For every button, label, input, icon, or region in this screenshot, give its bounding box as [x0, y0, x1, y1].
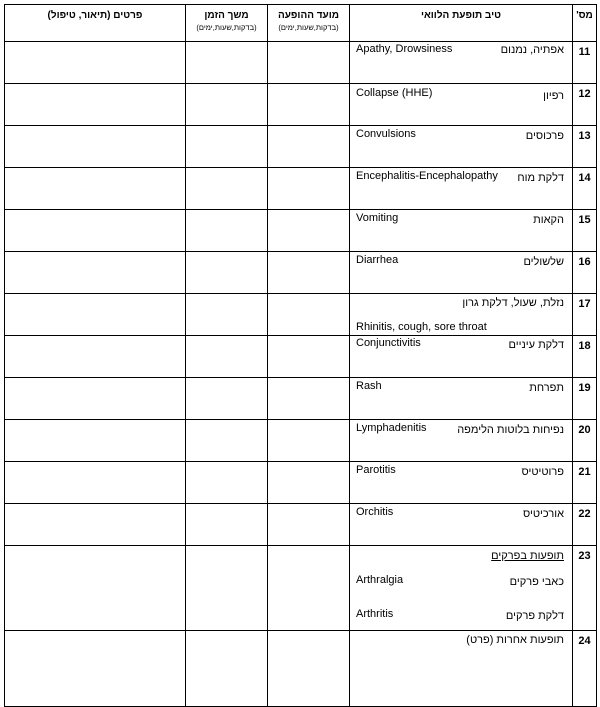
event-hebrew: כאבי פרקים: [509, 576, 564, 588]
event-english: Parotitis: [356, 464, 396, 476]
onset-cell[interactable]: [268, 42, 350, 84]
event-type-cell: [350, 294, 573, 336]
event-english: Arthritis: [356, 608, 394, 620]
table-row: [5, 252, 597, 294]
row-number: 16: [573, 252, 597, 294]
event-english: Convulsions: [356, 128, 416, 140]
row-number: 20: [573, 420, 597, 462]
duration-cell[interactable]: [186, 546, 268, 631]
header-duration-subtitle: (בדקות,שעות,ימים): [196, 23, 257, 32]
details-cell[interactable]: [5, 462, 186, 504]
row-number: 18: [573, 336, 597, 378]
table-row: [5, 631, 597, 707]
details-cell[interactable]: [5, 294, 186, 336]
table-row: [5, 336, 597, 378]
duration-cell[interactable]: [186, 210, 268, 252]
event-hebrew: נזלת, שעול, דלקת גרון: [462, 297, 564, 309]
details-cell[interactable]: [5, 168, 186, 210]
event-type-cell: [350, 126, 573, 168]
onset-cell[interactable]: [268, 420, 350, 462]
row-number: 23: [573, 546, 597, 631]
details-cell[interactable]: [5, 504, 186, 546]
header-duration-title: משך הזמן: [204, 10, 249, 21]
event-type-cell: [350, 42, 573, 84]
adverse-events-table: [4, 4, 597, 707]
duration-cell[interactable]: [186, 631, 268, 707]
table-row: [5, 378, 597, 420]
event-hebrew: דלקת פרקים: [505, 610, 564, 622]
duration-cell[interactable]: [186, 84, 268, 126]
event-hebrew: אפתיה, נמנום: [500, 44, 564, 56]
onset-cell[interactable]: [268, 631, 350, 707]
duration-cell[interactable]: [186, 294, 268, 336]
event-hebrew: הקאות: [533, 214, 564, 226]
header-details: פרטים (תיאור, טיפול): [5, 5, 186, 42]
event-english: Rash: [356, 380, 382, 392]
header-duration: [186, 5, 268, 42]
event-english: Lymphadenitis: [356, 422, 427, 434]
event-type-cell: [350, 336, 573, 378]
event-hebrew: דלקת עיניים: [508, 339, 564, 351]
event-english: Orchitis: [356, 506, 394, 518]
duration-cell[interactable]: [186, 504, 268, 546]
event-type-cell: [350, 252, 573, 294]
duration-cell[interactable]: [186, 420, 268, 462]
row-number: 17: [573, 294, 597, 336]
table-row: [5, 504, 597, 546]
header-event-type: טיב תופעת הלוואי: [350, 5, 573, 42]
duration-cell[interactable]: [186, 168, 268, 210]
event-hebrew: אורכיטיס: [523, 508, 564, 520]
table-row: [5, 294, 597, 336]
row-number: 11: [573, 42, 597, 84]
onset-cell[interactable]: [268, 168, 350, 210]
onset-cell[interactable]: [268, 378, 350, 420]
event-type-cell: [350, 84, 573, 126]
event-hebrew: פרוטיטיס: [521, 466, 564, 478]
onset-cell[interactable]: [268, 336, 350, 378]
header-number: מס': [573, 5, 597, 42]
table-row: [5, 546, 597, 631]
row-number: 19: [573, 378, 597, 420]
details-cell[interactable]: [5, 210, 186, 252]
event-hebrew: תופעות אחרות (פרט): [466, 634, 564, 646]
row-number: 21: [573, 462, 597, 504]
details-cell[interactable]: [5, 42, 186, 84]
event-type-cell: [350, 210, 573, 252]
event-type-cell: [350, 420, 573, 462]
event-hebrew: תפרחת: [529, 382, 564, 394]
onset-cell[interactable]: [268, 294, 350, 336]
row-number: 24: [573, 631, 597, 707]
header-onset-subtitle: (בדקות,שעות,ימים): [278, 23, 339, 32]
table-row: [5, 42, 597, 84]
onset-cell[interactable]: [268, 504, 350, 546]
table-row: [5, 420, 597, 462]
details-cell[interactable]: [5, 546, 186, 631]
event-english: Apathy, Drowsiness: [356, 43, 453, 55]
duration-cell[interactable]: [186, 462, 268, 504]
details-cell[interactable]: [5, 378, 186, 420]
event-hebrew: דלקת מוח: [517, 172, 564, 184]
event-type-cell: [350, 504, 573, 546]
event-english: Arthralgia: [356, 574, 404, 586]
event-hebrew-title: תופעות בפרקים: [491, 550, 564, 562]
duration-cell[interactable]: [186, 126, 268, 168]
onset-cell[interactable]: [268, 462, 350, 504]
event-english: Collapse (HHE): [356, 87, 433, 99]
table-row: [5, 84, 597, 126]
event-type-cell: [350, 378, 573, 420]
row-number: 22: [573, 504, 597, 546]
event-hebrew: נפיחות בלוטות הלימפה: [457, 424, 564, 436]
event-type-cell: [350, 546, 573, 631]
onset-cell[interactable]: [268, 252, 350, 294]
event-hebrew: רפיון: [543, 90, 564, 102]
details-cell[interactable]: [5, 84, 186, 126]
details-cell[interactable]: [5, 420, 186, 462]
duration-cell[interactable]: [186, 336, 268, 378]
duration-cell[interactable]: [186, 252, 268, 294]
onset-cell[interactable]: [268, 126, 350, 168]
event-type-cell: [350, 631, 573, 707]
event-hebrew: שלשולים: [523, 256, 564, 268]
onset-cell[interactable]: [268, 546, 350, 631]
header-onset-title: מועד ההופעה: [277, 10, 340, 21]
event-english: Encephalitis-Encephalopathy: [356, 170, 498, 182]
event-type-cell: [350, 168, 573, 210]
event-english: Conjunctivitis: [356, 337, 421, 349]
onset-cell[interactable]: [268, 84, 350, 126]
event-english: Diarrhea: [356, 254, 399, 266]
row-number: 12: [573, 84, 597, 126]
row-number: 14: [573, 168, 597, 210]
details-cell[interactable]: [5, 252, 186, 294]
details-cell[interactable]: [5, 126, 186, 168]
event-type-cell: [350, 462, 573, 504]
event-english: Rhinitis, cough, sore throat: [356, 321, 487, 333]
details-cell[interactable]: [5, 336, 186, 378]
duration-cell[interactable]: [186, 378, 268, 420]
event-english: Vomiting: [356, 212, 399, 224]
header-row: [5, 5, 597, 42]
row-number: 15: [573, 210, 597, 252]
details-cell[interactable]: [5, 631, 186, 707]
duration-cell[interactable]: [186, 42, 268, 84]
event-hebrew: פרכוסים: [525, 130, 564, 142]
table-row: [5, 126, 597, 168]
table-row: [5, 168, 597, 210]
row-number: 13: [573, 126, 597, 168]
header-onset: [268, 5, 350, 42]
onset-cell[interactable]: [268, 210, 350, 252]
table-row: [5, 462, 597, 504]
table-row: [5, 210, 597, 252]
